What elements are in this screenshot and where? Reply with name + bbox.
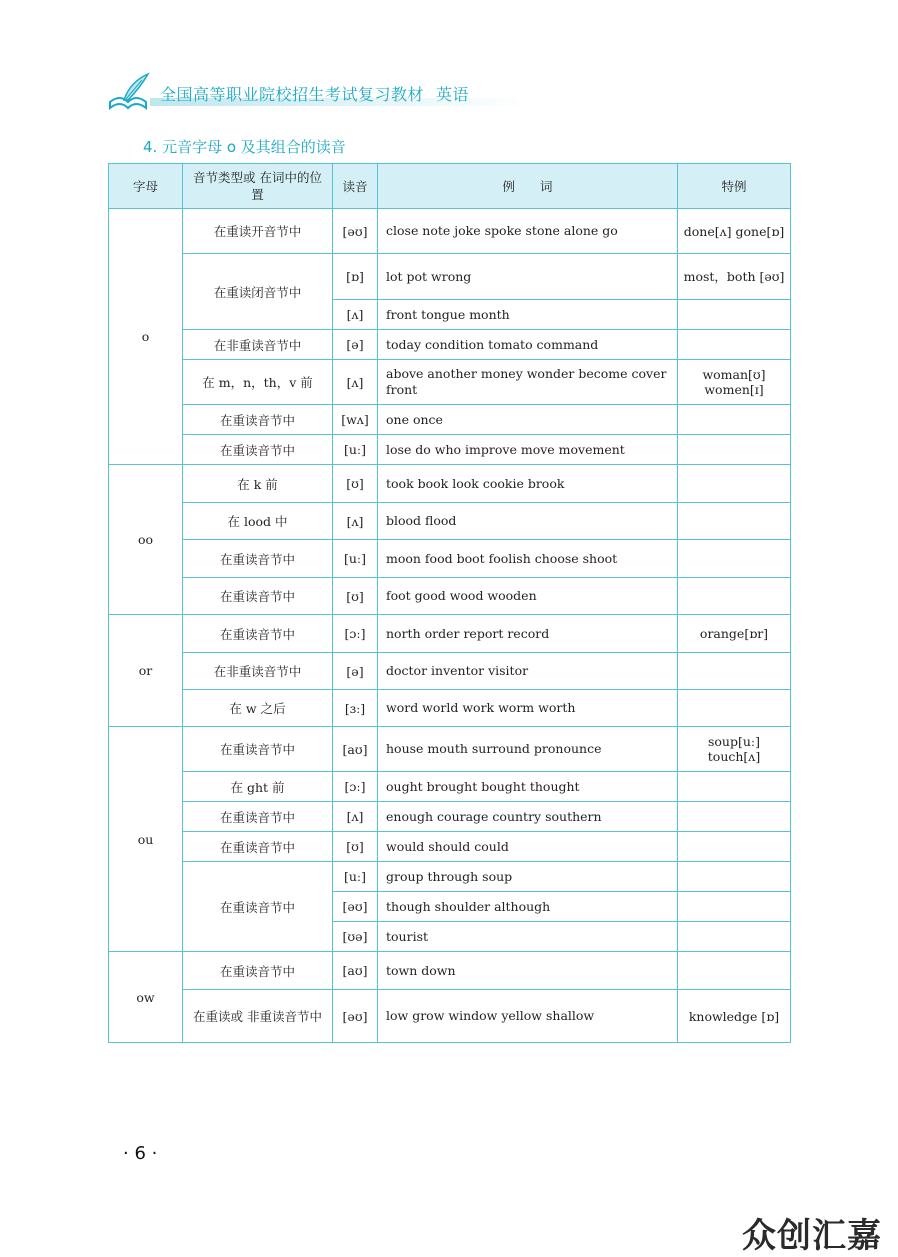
header-subject: 英语 [436,85,470,104]
table-row [109,772,791,802]
sound-cell: [ʌ] [333,360,378,405]
special-cell [678,578,791,615]
sound-cell: [əʊ] [333,990,378,1043]
table-row [109,254,791,300]
position-cell: 在重读音节中 [183,615,333,653]
sound-cell: [ʊ] [333,465,378,503]
table-row [109,862,791,892]
examples-cell: word world work worm worth [378,690,678,727]
table-row [109,727,791,772]
special-cell [678,832,791,862]
position-cell: 在重读音节中 [183,540,333,578]
position-cell: 在 lood 中 [183,503,333,540]
examples-cell: would should could [378,832,678,862]
table-row [109,952,791,990]
sound-cell: [ə] [333,653,378,690]
position-cell: 在非重读音节中 [183,330,333,360]
sound-cell: [ɔː] [333,772,378,802]
position-cell: 在重读音节中 [183,862,333,952]
position-cell: 在 m，n，th，v 前 [183,360,333,405]
special-cell [678,892,791,922]
special-cell [678,653,791,690]
special-cell: knowledge [ɒ] [678,990,791,1043]
special-cell: soup[uː] touch[ʌ] [678,727,791,772]
table-row [109,330,791,360]
position-cell: 在重读闭音节中 [183,254,333,330]
examples-cell: today condition tomato command [378,330,678,360]
examples-cell: lose do who improve move movement [378,435,678,465]
header-examples: 例 词 [378,164,678,209]
position-cell: 在重读音节中 [183,405,333,435]
letter-cell: ow [109,952,183,1043]
table-row [109,990,791,1043]
examples-cell: doctor inventor visitor [378,653,678,690]
sound-cell: [wʌ] [333,405,378,435]
letter-cell: or [109,615,183,727]
special-cell [678,465,791,503]
position-cell: 在重读音节中 [183,727,333,772]
header-title [160,82,469,105]
table-row [109,690,791,727]
table-row [109,578,791,615]
examples-cell: front tongue month [378,300,678,330]
special-cell [678,772,791,802]
sound-cell: [ʊ] [333,578,378,615]
examples-cell: house mouth surround pronounce [378,727,678,772]
table-row [109,465,791,503]
sound-cell: [ʌ] [333,802,378,832]
examples-cell: one once [378,405,678,435]
position-cell: 在重读音节中 [183,802,333,832]
position-cell: 在 w 之后 [183,690,333,727]
sound-cell: [ʌ] [333,503,378,540]
table-row [109,209,791,254]
table-row [109,503,791,540]
sound-cell: [ɒ] [333,254,378,300]
table-row [109,405,791,435]
position-cell: 在 ght 前 [183,772,333,802]
special-cell [678,300,791,330]
header-special: 特例 [678,164,791,209]
table-row [109,435,791,465]
special-cell [678,540,791,578]
sound-cell: [uː] [333,435,378,465]
letter-cell: o [109,209,183,465]
examples-cell: close note joke spoke stone alone go [378,209,678,254]
position-cell: 在重读音节中 [183,578,333,615]
sound-cell: [ɜː] [333,690,378,727]
table-row [109,615,791,653]
sound-cell: [ʌ] [333,300,378,330]
special-cell [678,330,791,360]
examples-cell: though shoulder although [378,892,678,922]
special-cell [678,690,791,727]
special-cell: woman[ʊ] women[ɪ] [678,360,791,405]
special-cell: done[ʌ] gone[ɒ] [678,209,791,254]
examples-cell: above another money wonder become cover front [378,360,678,405]
sound-cell: [ʊə] [333,922,378,952]
sound-cell: [aʊ] [333,727,378,772]
position-cell: 在 k 前 [183,465,333,503]
special-cell [678,862,791,892]
examples-cell: took book look cookie brook [378,465,678,503]
sound-cell: [aʊ] [333,952,378,990]
sound-cell: [uː] [333,862,378,892]
table-row [109,360,791,405]
special-cell [678,922,791,952]
sound-cell: [uː] [333,540,378,578]
watermark: 众创汇嘉 [742,1216,882,1256]
examples-cell: ought brought bought thought [378,772,678,802]
header-position: 音节类型或 在词中的位置 [183,164,333,209]
letter-cell: oo [109,465,183,615]
examples-cell: tourist [378,922,678,952]
position-cell: 在重读音节中 [183,435,333,465]
special-cell [678,952,791,990]
sound-cell: [ɔː] [333,615,378,653]
examples-cell: north order report record [378,615,678,653]
table-row [109,653,791,690]
examples-cell: foot good wood wooden [378,578,678,615]
special-cell [678,802,791,832]
header-book-title: 全国高等职业院校招生考试复习教材 [160,85,425,104]
header-sound: 读音 [333,164,378,209]
table-row [109,802,791,832]
table-row [109,540,791,578]
examples-cell: group through soup [378,862,678,892]
sound-cell: [ʊ] [333,832,378,862]
examples-cell: low grow window yellow shallow [378,990,678,1043]
sound-cell: [əʊ] [333,209,378,254]
position-cell: 在重读音节中 [183,832,333,862]
examples-cell: enough courage country southern [378,802,678,832]
special-cell: most，both [əʊ] [678,254,791,300]
special-cell [678,435,791,465]
header-letter: 字母 [109,164,183,209]
sound-cell: [əʊ] [333,892,378,922]
position-cell: 在非重读音节中 [183,653,333,690]
table-row [109,832,791,862]
running-header [106,72,526,112]
table-header-row [109,164,791,209]
page-number: · 6 · [123,1143,158,1164]
sound-cell: [ə] [333,330,378,360]
examples-cell: moon food boot foolish choose shoot [378,540,678,578]
section-title: 4. 元音字母 o 及其组合的读音 [143,138,346,156]
position-cell: 在重读开音节中 [183,209,333,254]
letter-cell: ou [109,727,183,952]
special-cell [678,405,791,435]
position-cell: 在重读音节中 [183,952,333,990]
special-cell: orange[ɒr] [678,615,791,653]
vowel-o-table [108,163,791,1043]
position-cell: 在重读或 非重读音节中 [183,990,333,1043]
examples-cell: town down [378,952,678,990]
quill-book-icon [106,72,154,112]
examples-cell: lot pot wrong [378,254,678,300]
examples-cell: blood flood [378,503,678,540]
special-cell [678,503,791,540]
